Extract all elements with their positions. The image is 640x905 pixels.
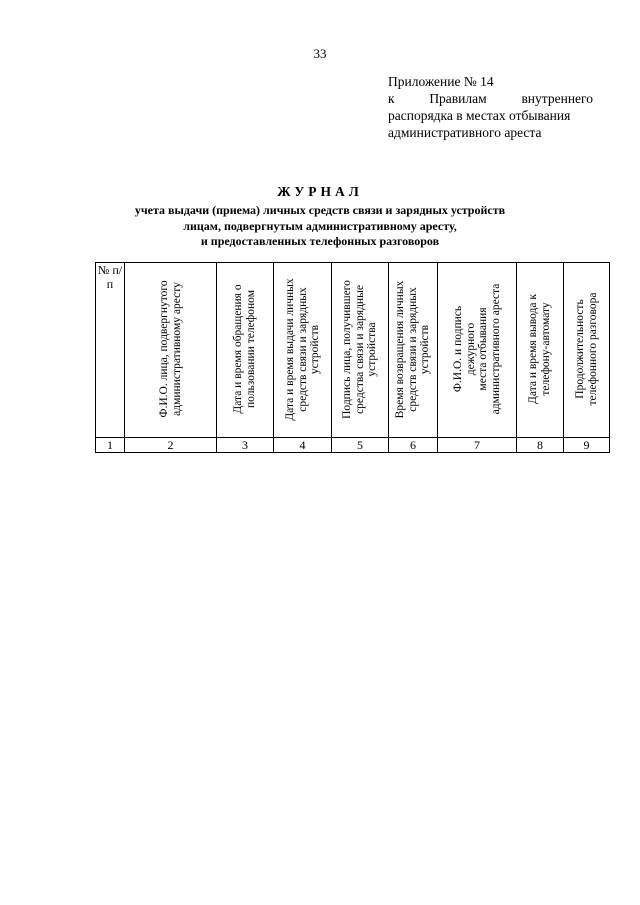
column-number: 4 xyxy=(274,438,332,453)
appendix-line: распорядка в местах отбывания xyxy=(388,108,571,123)
appendix-word: внутреннего xyxy=(521,91,593,106)
header-return-time xyxy=(389,263,438,438)
column-number-row xyxy=(96,438,610,453)
header-num: № п/п xyxy=(96,263,125,438)
column-number: 8 xyxy=(517,438,564,453)
document-subtitle xyxy=(0,203,640,250)
header-duty-officer xyxy=(438,263,517,438)
appendix-word: к xyxy=(388,91,395,106)
subtitle-line: учета выдачи (приема) личных средств связи и зарядных устройств xyxy=(134,203,506,217)
header-issue-date xyxy=(274,263,332,438)
column-number: 2 xyxy=(125,438,217,453)
header-row xyxy=(96,263,610,438)
page-number: 33 xyxy=(313,46,327,61)
subtitle-line: лицам, подвергнутым административному аресту, xyxy=(183,218,457,233)
appendix-word: Правилам xyxy=(429,91,487,106)
header-label: Время возвращения личных средств связи и зарядных устройств xyxy=(394,280,431,418)
column-number: 1 xyxy=(96,438,125,453)
column-number: 3 xyxy=(217,438,274,453)
header-phone-escort xyxy=(517,263,564,438)
header-label: Дата и время вывода к телефону-автомату xyxy=(527,294,552,404)
column-number: 9 xyxy=(564,438,610,453)
header-label: Дата и время выдачи личных средств связи и зарядных устройств xyxy=(283,277,321,421)
header-label: Продолжительность телефонного разговора xyxy=(573,292,598,406)
appendix-line: административного ареста xyxy=(388,125,542,140)
header-label: Ф.И.О. и подпись дежурного места отбывания административного ареста xyxy=(452,283,502,415)
header-receiver-signature xyxy=(332,263,389,438)
appendix-line xyxy=(388,90,593,107)
header-label: Подпись лица, получившего средства связи и зарядные устройства xyxy=(341,279,378,419)
appendix-reference xyxy=(388,73,593,141)
header-label: Дата и время обращения о пользовании телефоном xyxy=(232,284,257,414)
header-label: Ф.И.О. лица, подвергнутого административному аресту xyxy=(157,280,182,418)
journal-table xyxy=(95,262,610,453)
document-title: ЖУРНАЛ xyxy=(277,184,363,199)
header-call-duration xyxy=(564,263,610,438)
appendix-line: Приложение № 14 xyxy=(388,74,494,89)
header-request-date xyxy=(217,263,274,438)
header-full-name xyxy=(125,263,217,438)
subtitle-line: и предоставленных телефонных разговоров xyxy=(200,234,440,248)
column-number: 6 xyxy=(389,438,438,453)
column-number: 7 xyxy=(438,438,517,453)
column-number: 5 xyxy=(332,438,389,453)
